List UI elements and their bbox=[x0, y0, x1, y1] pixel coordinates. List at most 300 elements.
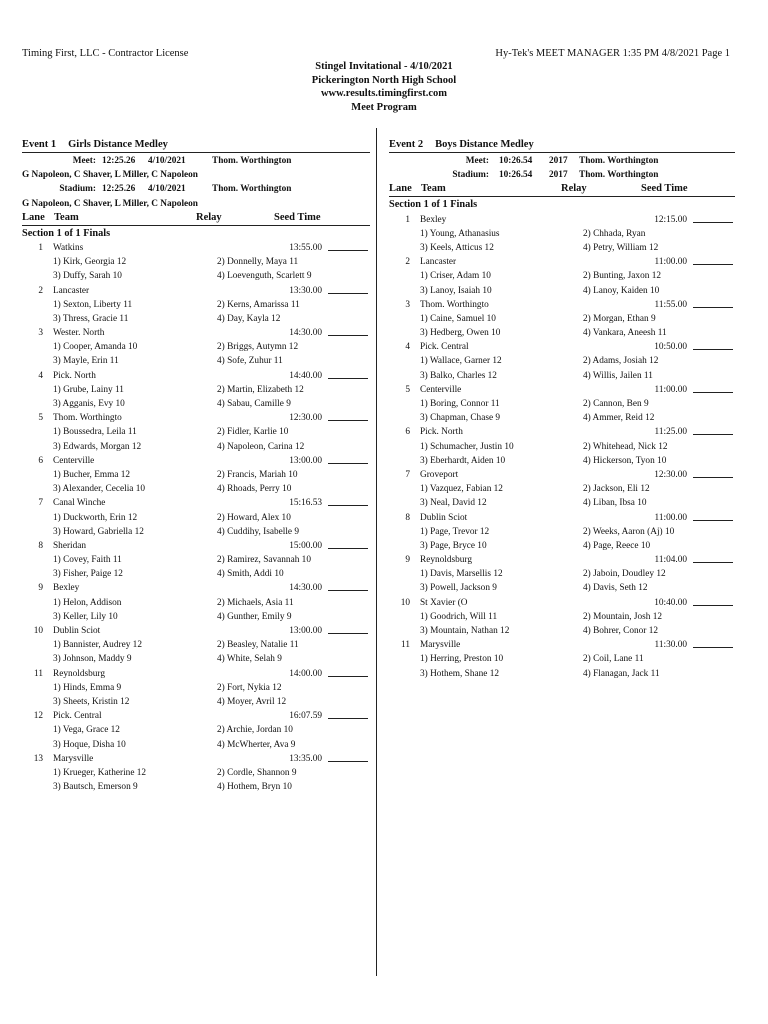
relay-runner: 2) Fidler, Karlie 10 bbox=[217, 427, 289, 438]
lane-number: 3 bbox=[38, 328, 43, 339]
relay-runner: 2) Whitehead, Nick 12 bbox=[583, 441, 668, 452]
seed-time: 11:25.00 bbox=[654, 427, 687, 438]
record-label: Meet: bbox=[72, 156, 96, 166]
column-headers bbox=[22, 211, 370, 226]
swimmer-row bbox=[389, 567, 735, 581]
relay-runner: 4) Petry, William 12 bbox=[583, 242, 659, 253]
lane-number: 4 bbox=[405, 342, 410, 353]
relay-runner: 4) Loevenguth, Scarlett 9 bbox=[217, 271, 312, 282]
relay-runner: 1) Vazquez, Fabian 12 bbox=[420, 484, 503, 495]
relay-runner: 1) Covey, Faith 11 bbox=[53, 555, 122, 566]
swimmer-row bbox=[389, 525, 735, 539]
seed-time: 13:30.00 bbox=[289, 285, 322, 296]
team-name: Pick. Central bbox=[53, 711, 102, 722]
relay-runner: 4) Cuddihy, Isabelle 9 bbox=[217, 526, 300, 537]
swimmer-row bbox=[389, 411, 735, 425]
relay-runner: 1) Boussedra, Leila 11 bbox=[53, 427, 137, 438]
relay-runner: 3) Fisher, Paige 12 bbox=[53, 569, 123, 580]
relay-runner: 3) Balko, Charles 12 bbox=[420, 370, 497, 381]
event-number: Event 2 bbox=[389, 139, 424, 150]
entry-row bbox=[22, 752, 370, 766]
swimmer-row bbox=[22, 610, 370, 624]
relay-runner: 1) Bannister, Audrey 12 bbox=[53, 640, 142, 651]
swimmer-row bbox=[22, 440, 370, 454]
team-name: Centerville bbox=[53, 455, 95, 466]
relay-runner: 2) Martin, Elizabeth 12 bbox=[217, 384, 304, 395]
relay-runner: 4) Ammer, Reid 12 bbox=[583, 413, 655, 424]
swimmer-row bbox=[22, 425, 370, 439]
record-time: 10:26.54 bbox=[499, 170, 533, 181]
lane-number: 1 bbox=[405, 214, 410, 225]
relay-runner: 2) Coil, Lane 11 bbox=[583, 654, 644, 665]
relay-runner: 3) Howard, Gabriella 12 bbox=[53, 526, 144, 537]
record-relay-names: G Napoleon, C Shaver, L Miller, C Napoleon bbox=[22, 170, 198, 181]
record-line bbox=[22, 154, 370, 168]
relay-runner: 2) Adams, Josiah 12 bbox=[583, 356, 659, 367]
record-date: 4/10/2021 bbox=[148, 156, 186, 166]
swimmer-row bbox=[389, 284, 735, 298]
lane-number: 7 bbox=[405, 469, 410, 480]
relay-runner: 4) Willis, Jailen 11 bbox=[583, 370, 653, 381]
team-name: Bexley bbox=[420, 214, 447, 225]
swimmer-row bbox=[22, 553, 370, 567]
lane-number: 6 bbox=[38, 455, 43, 466]
swimmer-row bbox=[22, 638, 370, 652]
result-blank-line bbox=[693, 596, 733, 606]
swimmer-row bbox=[22, 525, 370, 539]
relay-runner: 1) Duckworth, Erin 12 bbox=[53, 512, 138, 523]
result-blank-line bbox=[328, 326, 368, 336]
relay-runner: 4) Liban, Ibsa 10 bbox=[583, 498, 647, 509]
relay-runner: 4) Hothem, Bryn 10 bbox=[217, 782, 292, 793]
team-name: Dublin Sciot bbox=[53, 626, 101, 636]
seed-time: 10:50.00 bbox=[654, 342, 687, 353]
relay-runner: 3) Hoque, Disha 10 bbox=[53, 739, 126, 750]
relay-runner: 2) Archie, Jordan 10 bbox=[217, 725, 293, 736]
relay-runner: 2) Beasley, Natalie 11 bbox=[217, 640, 299, 651]
event-name: Girls Distance Medley bbox=[68, 139, 168, 150]
relay-runner: 3) Eberhardt, Aiden 10 bbox=[420, 455, 506, 466]
swimmer-row bbox=[389, 312, 735, 326]
team-name: St Xavier (O bbox=[420, 597, 468, 608]
relay-runner: 1) Criser, Adam 10 bbox=[420, 271, 491, 282]
record-date: 2017 bbox=[549, 170, 568, 181]
result-blank-line bbox=[693, 255, 733, 265]
team-name: Lancaster bbox=[53, 285, 90, 296]
result-blank-line bbox=[328, 241, 368, 251]
relay-runner: 3) Keller, Lily 10 bbox=[53, 611, 118, 622]
relay-runner: 4) McWherter, Ava 9 bbox=[217, 739, 296, 750]
swimmer-row bbox=[389, 454, 735, 468]
entry-row bbox=[22, 581, 370, 595]
swimmer-row bbox=[22, 596, 370, 610]
relay-runner: 4) Sofe, Zuhur 11 bbox=[217, 356, 283, 367]
event-title bbox=[389, 138, 735, 153]
result-blank-line bbox=[693, 298, 733, 308]
relay-runner: 2) Michaels, Asia 11 bbox=[217, 597, 294, 608]
relay-runner: 1) Herring, Preston 10 bbox=[420, 654, 504, 665]
team-name: Lancaster bbox=[420, 257, 457, 268]
relay-runner: 3) Sheets, Kristin 12 bbox=[53, 696, 130, 707]
swimmer-row bbox=[22, 298, 370, 312]
result-blank-line bbox=[693, 213, 733, 223]
col-seed-time: Seed Time bbox=[274, 211, 321, 223]
relay-runner: 1) Sexton, Liberty 11 bbox=[53, 299, 133, 310]
team-name: Pick. North bbox=[53, 370, 96, 381]
relay-runner: 2) Briggs, Autymn 12 bbox=[217, 342, 299, 353]
team-name: Bexley bbox=[53, 583, 80, 594]
swimmer-row bbox=[389, 496, 735, 510]
relay-runner: 2) Mountain, Josh 12 bbox=[583, 611, 663, 622]
seed-time: 12:30.00 bbox=[654, 469, 687, 480]
relay-runner: 4) Rhoads, Perry 10 bbox=[217, 484, 292, 495]
header-right: Hy-Tek's MEET MANAGER 1:35 PM 4/8/2021 Page 1 bbox=[495, 48, 730, 59]
swimmer-row bbox=[22, 383, 370, 397]
relay-runner: 2) Bunting, Jaxon 12 bbox=[583, 271, 661, 282]
lane-number: 2 bbox=[38, 285, 43, 296]
seed-time: 11:04.00 bbox=[654, 555, 687, 566]
seed-time: 11:55.00 bbox=[654, 299, 687, 310]
team-name: Groveport bbox=[420, 469, 459, 480]
record-time: 12:25.26 bbox=[102, 156, 136, 166]
entry-row bbox=[389, 596, 735, 610]
relay-runner: 4) Lanoy, Kaiden 10 bbox=[583, 285, 660, 296]
col-seed-time: Seed Time bbox=[641, 183, 688, 195]
relay-runner: 1) Wallace, Garner 12 bbox=[420, 356, 502, 367]
relay-runner: 1) Kirk, Georgia 12 bbox=[53, 257, 127, 268]
result-blank-line bbox=[693, 511, 733, 521]
seed-time: 14:40.00 bbox=[289, 370, 322, 381]
team-name: Marysville bbox=[53, 753, 94, 764]
col-team: Team bbox=[54, 211, 79, 223]
lane-number: 1 bbox=[38, 242, 43, 253]
relay-runner: 4) White, Selah 9 bbox=[217, 654, 282, 665]
record-label: Stadium: bbox=[452, 170, 489, 181]
team-name: Reynoldsburg bbox=[53, 668, 105, 679]
entry-row bbox=[389, 213, 735, 227]
relay-runner: 1) Krueger, Katherine 12 bbox=[53, 767, 147, 778]
result-blank-line bbox=[328, 284, 368, 294]
team-name: Pick. Central bbox=[420, 342, 469, 353]
swimmer-row bbox=[389, 326, 735, 340]
result-blank-line bbox=[693, 553, 733, 563]
swimmer-row bbox=[22, 269, 370, 283]
record-relay-names: G Napoleon, C Shaver, L Miller, C Napoleon bbox=[22, 198, 198, 209]
lane-number: 3 bbox=[405, 299, 410, 310]
swimmer-row bbox=[389, 440, 735, 454]
relay-runner: 3) Edwards, Morgan 12 bbox=[53, 441, 142, 452]
record-label: Meet: bbox=[465, 156, 489, 166]
relay-runner: 4) Flanagan, Jack 11 bbox=[583, 668, 660, 679]
swimmer-row bbox=[22, 567, 370, 581]
swimmer-row bbox=[389, 354, 735, 368]
seed-time: 15:16.53 bbox=[289, 498, 322, 509]
team-name: Sheridan bbox=[53, 540, 87, 551]
entry-row bbox=[22, 284, 370, 298]
result-blank-line bbox=[328, 411, 368, 421]
relay-runner: 3) Chapman, Chase 9 bbox=[420, 413, 501, 424]
relay-runner: 2) Donnelly, Maya 11 bbox=[217, 257, 299, 268]
lane-number: 9 bbox=[405, 555, 410, 566]
entry-row bbox=[389, 638, 735, 652]
lane-number: 12 bbox=[33, 711, 43, 722]
entry-row bbox=[22, 709, 370, 723]
lane-number: 11 bbox=[401, 640, 410, 651]
result-blank-line bbox=[328, 539, 368, 549]
seed-time: 13:35.00 bbox=[289, 753, 322, 764]
lane-number: 2 bbox=[405, 257, 410, 268]
seed-time: 14:00.00 bbox=[289, 668, 322, 679]
lane-number: 13 bbox=[33, 753, 43, 764]
record-label: Stadium: bbox=[59, 184, 96, 195]
swimmer-row bbox=[389, 652, 735, 666]
entry-row bbox=[22, 496, 370, 510]
relay-runner: 3) Lanoy, Isaiah 10 bbox=[420, 285, 492, 296]
relay-runner: 3) Powell, Jackson 9 bbox=[420, 583, 497, 594]
swimmer-row bbox=[389, 227, 735, 241]
relay-runner: 1) Caine, Samuel 10 bbox=[420, 313, 496, 324]
lane-number: 6 bbox=[405, 427, 410, 438]
relay-runner: 1) Young, Athanasius bbox=[420, 228, 500, 239]
swimmer-row bbox=[22, 482, 370, 496]
relay-runner: 2) Fort, Nykia 12 bbox=[217, 682, 282, 693]
result-blank-line bbox=[328, 667, 368, 677]
entry-row bbox=[22, 624, 370, 638]
record-holder: Thom. Worthington bbox=[579, 170, 659, 181]
swimmer-row bbox=[22, 340, 370, 354]
col-relay: Relay bbox=[196, 211, 222, 223]
entry-row bbox=[22, 454, 370, 468]
col-lane: Lane bbox=[22, 211, 45, 223]
section-heading: Section 1 of 1 Finals bbox=[22, 227, 111, 239]
seed-time: 14:30.00 bbox=[289, 328, 322, 339]
entry-row bbox=[389, 511, 735, 525]
swimmer-row bbox=[22, 511, 370, 525]
entry-row bbox=[22, 369, 370, 383]
seed-time: 11:00.00 bbox=[654, 512, 687, 523]
team-name: Pick. North bbox=[420, 427, 463, 438]
relay-runner: 3) Johnson, Maddy 9 bbox=[53, 654, 132, 665]
lane-number: 8 bbox=[38, 540, 43, 551]
result-blank-line bbox=[328, 752, 368, 762]
seed-time: 11:30.00 bbox=[654, 640, 687, 651]
swimmer-row bbox=[22, 255, 370, 269]
swimmer-row bbox=[22, 780, 370, 794]
relay-runner: 4) Gunther, Emily 9 bbox=[217, 611, 292, 622]
entry-row bbox=[389, 553, 735, 567]
relay-runner: 1) Boring, Connor 11 bbox=[420, 399, 500, 409]
result-blank-line bbox=[328, 709, 368, 719]
relay-runner: 3) Hothem, Shane 12 bbox=[420, 668, 500, 679]
lane-number: 5 bbox=[38, 413, 43, 424]
result-blank-line bbox=[693, 340, 733, 350]
record-date: 2017 bbox=[549, 156, 568, 166]
swimmer-row bbox=[389, 581, 735, 595]
team-name: Watkins bbox=[53, 242, 84, 253]
record-line bbox=[22, 182, 370, 196]
team-name: Centerville bbox=[420, 384, 462, 395]
event-number: Event 1 bbox=[22, 139, 57, 150]
result-blank-line bbox=[328, 624, 368, 634]
relay-runner: 2) Howard, Alex 10 bbox=[217, 512, 291, 523]
result-blank-line bbox=[328, 581, 368, 591]
seed-time: 12:15.00 bbox=[654, 214, 687, 225]
entry-row bbox=[22, 326, 370, 340]
result-blank-line bbox=[328, 496, 368, 506]
result-blank-line bbox=[693, 638, 733, 648]
result-blank-line bbox=[693, 468, 733, 478]
relay-runner: 1) Schumacher, Justin 10 bbox=[420, 441, 514, 452]
entry-row bbox=[22, 667, 370, 681]
meet-venue: Pickerington North High School bbox=[311, 74, 457, 86]
result-blank-line bbox=[328, 369, 368, 379]
entry-row bbox=[389, 298, 735, 312]
relay-runner: 3) Agganis, Evy 10 bbox=[53, 399, 125, 409]
relay-runner: 4) Day, Kayla 12 bbox=[217, 313, 281, 324]
team-name: Dublin Sciot bbox=[420, 512, 468, 523]
record-time: 12:25.26 bbox=[102, 184, 136, 195]
relay-runner: 1) Grube, Lainy 11 bbox=[53, 384, 124, 395]
header-left: Timing First, LLC - Contractor License bbox=[22, 48, 189, 59]
result-blank-line bbox=[328, 454, 368, 464]
relay-runner: 2) Kerns, Amarissa 11 bbox=[217, 299, 300, 310]
swimmer-row bbox=[389, 482, 735, 496]
lane-number: 11 bbox=[34, 668, 43, 679]
lane-number: 7 bbox=[38, 498, 43, 509]
meet-website: www.results.timingfirst.com bbox=[320, 88, 448, 99]
relay-runner: 1) Goodrich, Will 11 bbox=[420, 611, 498, 622]
lane-number: 5 bbox=[405, 384, 410, 395]
event-1-column bbox=[22, 138, 370, 794]
column-headers bbox=[389, 182, 735, 197]
relay-runner: 1) Hinds, Emma 9 bbox=[53, 682, 122, 693]
entry-row bbox=[389, 255, 735, 269]
relay-runner: 4) Sabau, Camille 9 bbox=[217, 399, 291, 409]
record-line bbox=[389, 154, 735, 168]
team-name: Marysville bbox=[420, 640, 461, 651]
team-name: Thom. Worthingto bbox=[53, 413, 122, 424]
relay-runner: 3) Keels, Atticus 12 bbox=[420, 242, 494, 253]
result-blank-line bbox=[693, 425, 733, 435]
event-2-column bbox=[389, 138, 735, 681]
relay-runner: 4) Moyer, Avril 12 bbox=[217, 696, 287, 707]
entry-row bbox=[389, 425, 735, 439]
swimmer-row bbox=[22, 468, 370, 482]
relay-runner: 4) Smith, Addi 10 bbox=[217, 569, 284, 580]
meet-title-block bbox=[0, 60, 768, 114]
swimmer-row bbox=[389, 269, 735, 283]
event-name: Boys Distance Medley bbox=[435, 139, 534, 150]
relay-runner: 3) Neal, David 12 bbox=[420, 498, 487, 509]
swimmer-row bbox=[389, 539, 735, 553]
relay-runner: 1) Helon, Addison bbox=[53, 597, 122, 608]
seed-time: 13:55.00 bbox=[289, 242, 322, 253]
relay-runner: 1) Bucher, Emma 12 bbox=[53, 469, 131, 480]
seed-time: 13:00.00 bbox=[289, 626, 322, 636]
swimmer-row bbox=[389, 624, 735, 638]
relay-runner: 3) Page, Bryce 10 bbox=[420, 540, 487, 551]
lane-number: 10 bbox=[400, 597, 410, 608]
entry-row bbox=[22, 241, 370, 255]
relay-runner: 3) Mayle, Erin 11 bbox=[53, 356, 119, 367]
swimmer-row bbox=[22, 354, 370, 368]
team-name: Thom. Worthingto bbox=[420, 299, 489, 310]
seed-time: 14:30.00 bbox=[289, 583, 322, 594]
meet-program-label: Meet Program bbox=[351, 101, 417, 113]
seed-time: 13:00.00 bbox=[289, 455, 322, 466]
seed-time: 15:00.00 bbox=[289, 540, 322, 551]
relay-runner: 4) Bohrer, Conor 12 bbox=[583, 626, 659, 636]
relay-runner: 3) Hedberg, Owen 10 bbox=[420, 328, 501, 339]
relay-runner: 2) Jaboin, Doudley 12 bbox=[583, 569, 666, 580]
swimmer-row bbox=[22, 397, 370, 411]
relay-runner: 2) Cordle, Shannon 9 bbox=[217, 767, 297, 778]
seed-time: 11:00.00 bbox=[654, 257, 687, 268]
relay-runner: 3) Duffy, Sarah 10 bbox=[53, 271, 122, 282]
seed-time: 10:40.00 bbox=[654, 597, 687, 608]
relay-runner: 3) Bautsch, Emerson 9 bbox=[53, 782, 138, 793]
record-holder: Thom. Worthington bbox=[212, 184, 292, 195]
swimmer-row bbox=[22, 695, 370, 709]
entry-row bbox=[389, 383, 735, 397]
relay-runner: 3) Mountain, Nathan 12 bbox=[420, 626, 510, 636]
relay-runner: 2) Francis, Mariah 10 bbox=[217, 469, 298, 480]
seed-time: 16:07.59 bbox=[289, 711, 322, 722]
meet-title: Stingel Invitational - 4/10/2021 bbox=[315, 61, 453, 72]
team-name: Reynoldsburg bbox=[420, 555, 472, 566]
relay-runner: 2) Chhada, Ryan bbox=[583, 228, 646, 239]
lane-number: 10 bbox=[33, 626, 43, 636]
swimmer-row bbox=[22, 652, 370, 666]
relay-runner: 1) Cooper, Amanda 10 bbox=[53, 342, 138, 353]
record-time: 10:26.54 bbox=[499, 156, 533, 166]
relay-runner: 1) Vega, Grace 12 bbox=[53, 725, 120, 736]
swimmer-row bbox=[22, 766, 370, 780]
relay-runner: 2) Weeks, Aaron (Aj) 10 bbox=[583, 526, 675, 537]
relay-runner: 3) Alexander, Cecelia 10 bbox=[53, 484, 146, 495]
swimmer-row bbox=[22, 723, 370, 737]
team-name: Canal Winche bbox=[53, 498, 106, 509]
lane-number: 4 bbox=[38, 370, 43, 381]
entry-row bbox=[389, 468, 735, 482]
swimmer-row bbox=[22, 738, 370, 752]
swimmer-row bbox=[389, 667, 735, 681]
swimmer-row bbox=[389, 610, 735, 624]
lane-number: 8 bbox=[405, 512, 410, 523]
swimmer-row bbox=[22, 312, 370, 326]
swimmer-row bbox=[22, 681, 370, 695]
swimmer-row bbox=[389, 241, 735, 255]
relay-runner: 2) Cannon, Ben 9 bbox=[583, 399, 649, 409]
col-team: Team bbox=[421, 183, 446, 195]
lane-number: 9 bbox=[38, 583, 43, 594]
entry-row bbox=[22, 411, 370, 425]
team-name: Wester. North bbox=[53, 328, 105, 339]
record-holder: Thom. Worthington bbox=[212, 156, 292, 166]
result-blank-line bbox=[693, 383, 733, 393]
column-divider bbox=[376, 128, 377, 976]
relay-runner: 4) Hickerson, Tyon 10 bbox=[583, 455, 667, 466]
record-holder: Thom. Worthington bbox=[579, 156, 659, 166]
seed-time: 12:30.00 bbox=[289, 413, 322, 424]
event-title bbox=[22, 138, 370, 153]
col-lane: Lane bbox=[389, 183, 412, 195]
relay-runner: 1) Page, Trevor 12 bbox=[420, 526, 490, 537]
col-relay: Relay bbox=[561, 183, 587, 195]
relay-runner: 1) Davis, Marsellis 12 bbox=[420, 569, 503, 580]
relay-runner: 4) Page, Reece 10 bbox=[583, 540, 651, 551]
relay-runner: 4) Davis, Seth 12 bbox=[583, 583, 648, 594]
